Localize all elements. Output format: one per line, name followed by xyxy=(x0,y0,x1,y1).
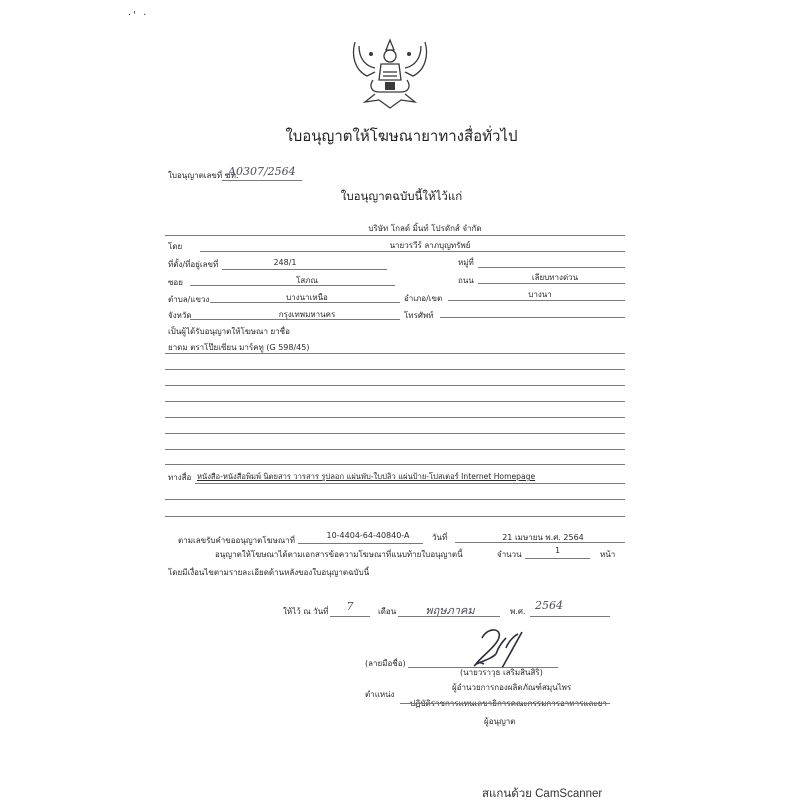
district-value: บางนา xyxy=(528,290,552,299)
scan-specks: ·' · xyxy=(128,10,149,21)
count-underline xyxy=(525,558,590,559)
province-label: จังหวัด xyxy=(168,311,192,320)
garuda-emblem-icon xyxy=(345,36,435,112)
count-value: 1 xyxy=(554,546,561,555)
by-underline xyxy=(200,251,625,252)
by-value: นายวรวีร์ ลาภบุญทรัพย์ xyxy=(389,241,471,250)
drug-line-7 xyxy=(165,449,625,450)
drug-name: ยาดม ตราโป๊ยเซียน มาร์คทู (G 598/45) xyxy=(168,343,310,352)
license-no-label: ใบอนุญาตเลขที่ ฆท. xyxy=(168,171,239,180)
drug-line-5 xyxy=(165,417,625,418)
phone-underline xyxy=(440,317,625,318)
given-day-underline xyxy=(330,616,370,617)
road-value: เลียบทางด่วน xyxy=(531,273,579,282)
condition-text: โดยมีเงื่อนไขตามรายละเอียดด้านหลังของใบอนุญาตฉบับนี้ xyxy=(168,568,370,577)
address-value: 248/1 xyxy=(273,258,297,267)
address-underline xyxy=(222,269,387,270)
media-line-2 xyxy=(165,499,625,500)
given-year-label: พ.ศ. xyxy=(510,607,526,616)
given-month-underline xyxy=(398,616,500,617)
address-label: ที่ตั้ง/ที่อยู่เลขที่ xyxy=(168,260,219,269)
given-day-label: ให้ไว้ ณ วันที่ xyxy=(283,607,329,616)
permit-text: เป็นผู้ได้รับอนุญาตให้โฆษณา ยาชื่อ xyxy=(168,327,290,336)
drug-line-8 xyxy=(165,464,625,465)
position-line-1: ผู้อำนวยการกองผลิตภัณฑ์สมุนไพร xyxy=(452,683,572,692)
media-label: ทางสื่อ xyxy=(168,473,192,482)
media-value: หนังสือ-หนังสือพิมพ์ นิตยสาร วารสาร รูปลอก แผ่นพับ-ใบปลิว แผ่นป้าย-โปสเตอร์ Internet Homepage xyxy=(197,472,536,481)
position-line-2: ปฏิบัติราชการแทนเลขาธิการคณะกรรมการอาหารและยา xyxy=(410,699,607,708)
license-no-value: A0307/2564 xyxy=(228,165,296,178)
district-underline xyxy=(448,300,625,301)
signer-name: (นายวราวุธ เสริมสินสิริ) xyxy=(460,668,543,677)
by-label: โดย xyxy=(168,242,183,251)
signature-label: (ลายมือชื่อ) xyxy=(365,659,406,668)
camscanner-watermark: สแกนด้วย CamScanner xyxy=(482,788,603,800)
license-no-underline xyxy=(222,180,302,181)
road-label: ถนน xyxy=(458,276,474,285)
given-day-value: 7 xyxy=(346,600,354,613)
subdistrict-underline xyxy=(210,302,400,303)
given-month-value: พฤษภาคม xyxy=(425,604,475,617)
drug-line-3 xyxy=(165,385,625,386)
authority-label: ผู้อนุญาต xyxy=(484,717,516,726)
request-no-underline xyxy=(298,543,423,544)
district-label: อำเภอ/เขต xyxy=(404,294,443,303)
drug-line-2 xyxy=(165,369,625,370)
phone-label: โทรศัพท์ xyxy=(404,311,434,320)
drug-line-1 xyxy=(165,353,625,354)
soi-label: ซอย xyxy=(168,278,183,287)
given-year-underline xyxy=(530,616,610,617)
moo-label: หมู่ที่ xyxy=(458,258,474,267)
issued-to-label: ใบอนุญาตฉบับนี้ให้ไว้แก่ xyxy=(340,189,463,203)
position-label: ตำแหน่ง xyxy=(365,690,395,699)
subdistrict-label: ตำบล/แขวง xyxy=(168,295,210,304)
soi-value: โสภณ xyxy=(296,276,318,285)
request-no-value: 10-4404-64-40840-A xyxy=(326,531,410,540)
province-value: กรุงเทพมหานคร xyxy=(278,310,336,319)
company-underline xyxy=(165,235,625,236)
media-line-3 xyxy=(165,516,625,517)
drug-line-4 xyxy=(165,401,625,402)
count-label: จำนวน xyxy=(497,550,522,559)
date-underline xyxy=(455,542,625,543)
company-name: บริษัท โกลด์ มิ้นท์ โปรดักส์ จำกัด xyxy=(368,224,482,233)
moo-underline xyxy=(478,267,625,268)
date-value: 21 เมษายน พ.ศ. 2564 xyxy=(502,533,584,542)
allow-text: อนุญาตให้โฆษณาได้ตามเอกสารข้อความโฆษณาที่แนบท้ายใบอนุญาตนี้ xyxy=(215,550,463,559)
province-underline xyxy=(190,319,400,320)
drug-line-6 xyxy=(165,433,625,434)
request-no-label: ตามเลขรับคำขออนุญาตโฆษณาที่ xyxy=(178,536,296,545)
subdistrict-value: บางนาเหนือ xyxy=(286,293,328,302)
soi-underline xyxy=(190,285,395,286)
page-title: ใบอนุญาตให้โฆษณายาทางสื่อทั่วไป xyxy=(285,127,518,145)
page-label: หน้า xyxy=(600,550,616,559)
road-underline xyxy=(478,283,625,284)
position-strike xyxy=(400,703,610,704)
given-month-label: เดือน xyxy=(378,607,397,616)
date-label: วันที่ xyxy=(432,533,448,542)
media-underline xyxy=(195,483,625,484)
given-year-value: 2564 xyxy=(535,599,563,612)
